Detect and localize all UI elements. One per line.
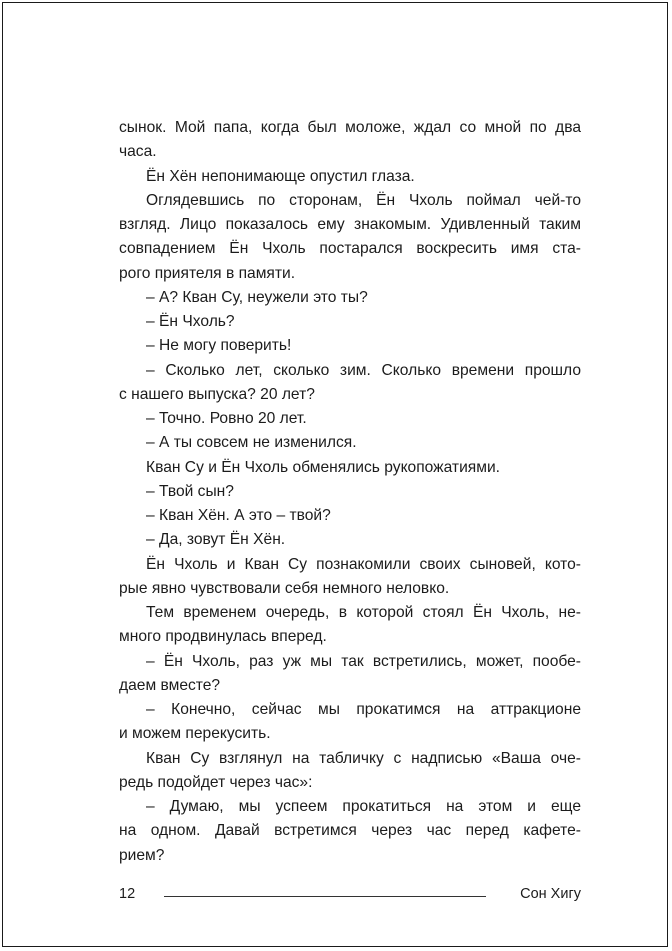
text-line: – Ён Чхоль? xyxy=(146,313,235,330)
text-line: взгляд. Лицо показалось ему знакомым. Удивленный таким xyxy=(119,216,581,233)
text-line: Ён Чхоль и Кван Су познакомили своих сыновей, кото- xyxy=(146,555,581,573)
page xyxy=(2,2,668,947)
text-line: – Сколько лет, сколько зим. Сколько времени прошло xyxy=(146,361,581,379)
text-line: рого приятеля в памяти. xyxy=(119,264,296,282)
text-line: – Думаю, мы успеем прокатиться на этом и еще xyxy=(146,798,581,815)
text-line: Кван Су и Ён Чхоль обменялись рукопожатиями. xyxy=(146,458,500,476)
text-line: на одном. Давай встретимся через час перед кафете- xyxy=(119,822,581,840)
text-line: – А? Кван Су, неужели это ты? xyxy=(146,288,368,306)
text-line: – Не могу поверить! xyxy=(146,337,292,355)
text-line: много продвинулась вперед. xyxy=(119,628,327,646)
text-line: и можем перекусить. xyxy=(119,725,271,743)
text-line: сынок. Мой папа, когда был моложе, ждал со мной по два xyxy=(119,119,581,136)
text-line: Ён Хён непонимающе опустил глаза. xyxy=(146,167,415,185)
page-footer xyxy=(119,886,581,908)
author-name: Сон Хигу xyxy=(520,886,581,902)
text-line: Тем временем очередь, в которой стоял Ён Чхоль, не- xyxy=(146,604,581,621)
text-line: рием? xyxy=(119,846,165,864)
text-line: – Конечно, сейчас мы прокатимся на аттракционе xyxy=(146,701,581,718)
text-line: Кван Су взглянул на табличку с надписью «Ваша оче- xyxy=(146,749,581,767)
text-line: – А ты совсем не изменился. xyxy=(146,434,357,452)
text-line: – Ён Чхоль, раз уж мы так встретились, может, пообе- xyxy=(146,652,581,670)
text-line: с нашего выпуска? 20 лет? xyxy=(119,385,315,403)
text-line: – Да, зовут Ён Хён. xyxy=(146,531,286,549)
text-line: редь подойдет через час»: xyxy=(119,773,313,791)
page-number: 12 xyxy=(119,886,136,902)
body-text xyxy=(119,116,581,868)
text-line: – Твой сын? xyxy=(146,482,234,500)
text-line: даем вместе? xyxy=(119,676,221,694)
text-line: совпадением Ён Чхоль постарался воскресить имя ста- xyxy=(119,240,581,258)
text-line: часа. xyxy=(119,143,157,161)
text-line: – Точно. Ровно 20 лет. xyxy=(146,410,307,427)
footer-divider xyxy=(164,896,486,897)
text-line: – Кван Хён. А это – твой? xyxy=(146,507,331,524)
text-line: Оглядевшись по сторонам, Ён Чхоль поймал чей-то xyxy=(146,191,581,209)
text-line: рые явно чувствовали себя немного неловко. xyxy=(119,579,450,597)
